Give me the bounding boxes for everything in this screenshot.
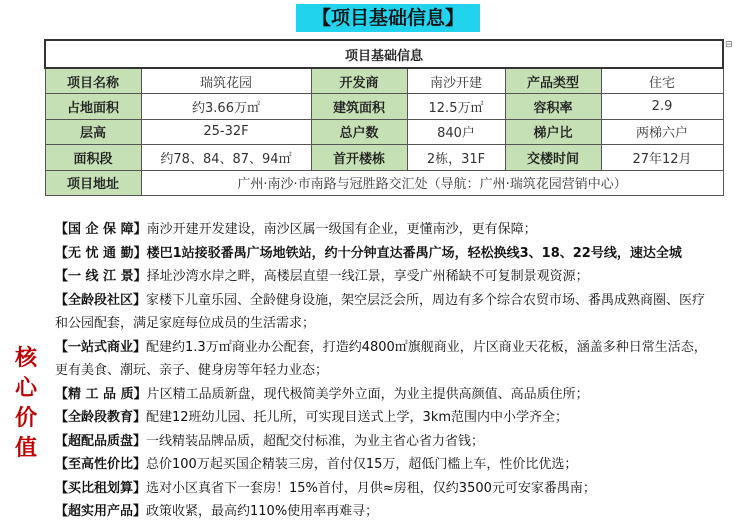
point-tag: 【超配品质盘】 [55, 433, 147, 449]
side-title-char: 值 [14, 435, 37, 461]
point-tag: 【至高性价比】 [55, 457, 147, 472]
cell-label: 建筑面积 [311, 94, 407, 119]
point-text: 片区精工品质新盘，现代极简美学外立面，为业主提供高颜值、高品质住所； [146, 386, 589, 402]
cell-value: 25-32F [141, 119, 311, 144]
cell-value: 12.5万㎡ [407, 94, 505, 119]
cell-label: 梯户比 [505, 119, 601, 144]
point-text: 政策收紧，最高约110%使用率再难寻； [146, 504, 379, 519]
cell-value: 约3.66万㎡ [141, 94, 311, 119]
address-value: 广州·南沙·市南路与冠胜路交汇处（导航：广州·瑞筑花园营销中心） [141, 170, 723, 195]
list-item [55, 265, 740, 289]
point-text: 家楼下儿童乐园、全龄健身设施，架空层泛会所，周边有多个综合农贸市场、番禺成熟商圈、医疗和公园配套，满足家庭每位成员的生活需求； [55, 292, 706, 331]
section-banner: 【项目基础信息】 [296, 4, 480, 32]
cell-value: 2.9 [601, 94, 723, 119]
point-tag: 【国 企 保 障】 [55, 222, 147, 237]
cell-label: 首开楼栋 [311, 145, 407, 170]
cell-label: 层高 [45, 119, 141, 144]
cell-value: 27年12月 [601, 145, 723, 170]
table-row [45, 119, 723, 144]
cell-label: 交楼时间 [505, 145, 601, 170]
table-row [45, 145, 723, 170]
list-item [55, 289, 710, 336]
point-tag: 【买比租划算】 [55, 480, 147, 496]
cell-label: 项目名称 [45, 68, 141, 94]
side-title-char: 核 [14, 345, 37, 371]
list-item [55, 218, 740, 242]
cell-value: 住宅 [601, 68, 723, 94]
cell-value: 2栋，31F [407, 145, 505, 170]
cell-label: 产品类型 [505, 68, 601, 94]
side-title-char: 心 [14, 375, 37, 401]
table-row [45, 94, 723, 119]
point-text: 配建12班幼儿园、托儿所，可实现目送式上学，3km范围内中小学齐全； [146, 410, 569, 425]
cell-value: 南沙开建 [407, 68, 505, 94]
side-title-char: 价 [14, 405, 37, 431]
list-item [55, 453, 740, 477]
cell-label: 容积率 [505, 94, 601, 119]
point-text: 一线精装品牌品质，超配交付标准，为业主省心省力省钱； [146, 433, 485, 449]
cell-label: 开发商 [311, 68, 407, 94]
point-tag: 【全龄段教育】 [55, 410, 147, 425]
point-tag: 【全龄段社区】 [55, 292, 147, 308]
point-tag: 【一站式商业】 [55, 339, 147, 355]
core-value-list [55, 218, 740, 524]
point-text: 楼巴1站接驳番禺广场地铁站，约十分钟直达番禺广场，轻松换线3、18、22号线，速达全城 [146, 245, 682, 261]
cell-value: 瑞筑花园 [141, 68, 311, 94]
point-tag: 【超实用产品】 [55, 504, 147, 519]
cell-value: 两梯六户 [601, 119, 723, 144]
list-item [55, 500, 740, 524]
point-text: 南沙开建开发建设，南沙区属一级国有企业，更懂南沙，更有保障； [146, 222, 537, 237]
list-item [55, 430, 740, 454]
point-text: 择址沙湾水岸之畔，高楼层直望一线江景，享受广州稀缺不可复制景观资源； [146, 269, 589, 284]
table-caption: 项目基础信息 [45, 40, 723, 68]
list-item [55, 383, 740, 407]
list-item [55, 477, 740, 501]
address-label: 项目地址 [45, 170, 141, 195]
cell-label: 总户数 [311, 119, 407, 144]
list-item [55, 242, 740, 266]
point-text: 配建约1.3万㎡商业办公配套，打造约4800㎡旗舰商业，片区商业天花板，涵盖多种日常生活态，更有美食、潮玩、亲子、健身房等年轻力业态； [55, 339, 707, 378]
table-row [45, 170, 723, 195]
cell-label: 面积段 [45, 145, 141, 170]
cell-value: 约78、84、87、94㎡ [141, 145, 311, 170]
point-text: 选对小区真省下一套房！15%首付，月供≈房租，仅约3500元可安家番禺南； [146, 480, 596, 496]
point-tag: 【一 线 江 景】 [55, 269, 147, 284]
cell-label: 占地面积 [45, 94, 141, 119]
table-row [45, 68, 723, 94]
cell-value: 840户 [407, 119, 505, 144]
list-item [55, 336, 710, 383]
margin-mark: ⊟ [725, 40, 733, 50]
point-tag: 【精 工 品 质】 [55, 386, 147, 402]
point-tag: 【无 忧 通 勤】 [55, 245, 147, 261]
point-text: 总价100万起买国企精装三房，首付仅15万，超低门槛上车，性价比优选； [146, 457, 578, 472]
project-info-table [44, 39, 724, 196]
core-value-side-title [12, 343, 40, 463]
list-item [55, 406, 740, 430]
